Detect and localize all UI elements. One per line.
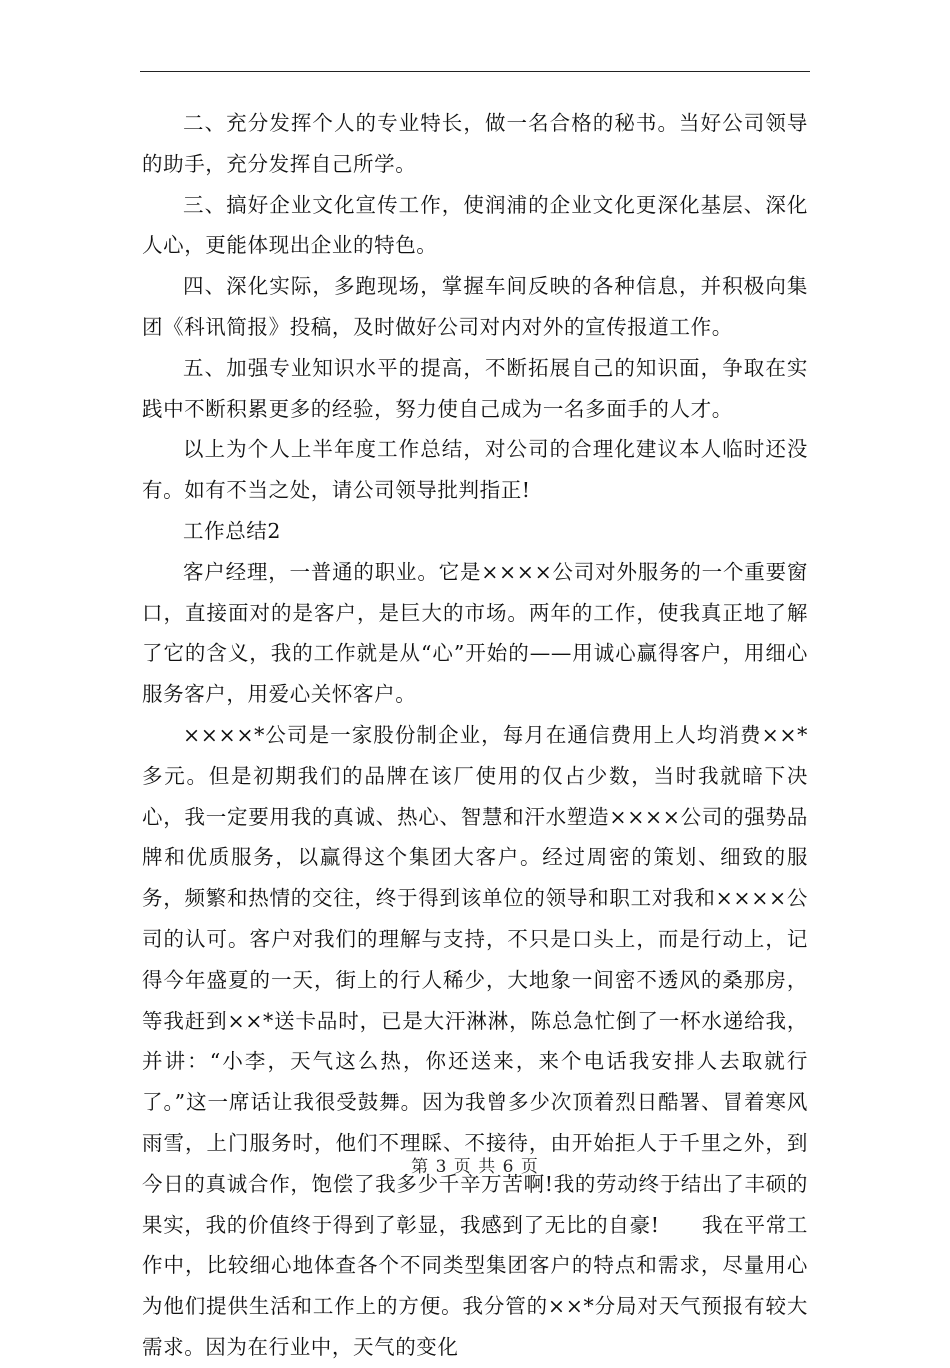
section-paragraph-intro: 客户经理，一普通的职业。它是××××公司对外服务的一个重要窗口，直接面对的是客户，是巨大的市场。两年的工作，使我真正地了解了它的含义，我的工作就是从“心”开始的——用诚心赢得客户，用细心服务客户，用爱心关怀客户。 [142, 559, 808, 707]
paragraph-summary: 以上为个人上半年度工作总结，对公司的合理化建议本人临时还没有。如有不当之处，请公司领导批判指正! [142, 437, 808, 503]
paragraph-item-5: 五、加强专业知识水平的提高，不断拓展自己的知识面，争取在实践中不断积累更多的经验，努力使自己成为一名多面手的人才。 [142, 355, 808, 421]
page-footer: 第 3 页 共 6 页 [411, 1157, 539, 1177]
paragraph-item-4: 四、深化实际，多跑现场，掌握车间反映的各种信息，并积极向集团《科讯简报》投稿，及时做好公司对内对外的宣传报道工作。 [142, 274, 808, 339]
section-paragraph-story: ××××*公司是一家股份制企业，每月在通信费用上人均消费××*多元。但是初期我们的品牌在该厂使用的仅占少数，当时我就暗下决心，我一定要用我的真诚、热心、智慧和汗水塑造××××公司的强势品牌和优质服务，以赢得这个集团大客户。经过周密的策划、细致的服务，频繁和热情的交往，终于得到该单位的领导和职工对我和××××公司的认可。客户对我们的理解与支持，不只是口头上，而是行动上，记得今年盛夏的一天，街上的行人稀少，大地象一间密不透风的桑那房，等我赶到××*送卡品时，已是大汗淋淋，陈总急忙倒了一杯水递给我，并讲：“小李，天气这么热，你还送来，来个电话我安排人去取就行了。”这一席话让我很受鼓舞。因为我曾多少次顶着烈日酷署、冒着寒风雨雪，上门服务时，他们不理睬、不接待，由开始拒人于千里之外，到今日的真诚合作，饱偿了我多少千辛万苦啊!我的劳动终于结出了丰硕的果实，我的价值终于得到了彰显，我感到了无比的自豪! 我在平常工作中，比较细心地体查各个不同类型集团客户的特点和需求，尽量用心为他们提供生活和工作上的方便。我分管的××*分局对天气预报有较大需求。因为在行业中，天气的变化 [142, 722, 808, 1359]
paragraph-item-2: 二、充分发挥个人的专业特长，做一名合格的秘书。当好公司领导的助手，充分发挥自己所学。 [142, 111, 808, 176]
section-title: 工作总结2 [183, 518, 282, 543]
paragraph-item-3: 三、搞好企业文化宣传工作，使润浦的企业文化更深化基层、深化人心，更能体现出企业的特色。 [142, 192, 808, 258]
header-rule [140, 71, 810, 72]
document-body [142, 103, 808, 1368]
